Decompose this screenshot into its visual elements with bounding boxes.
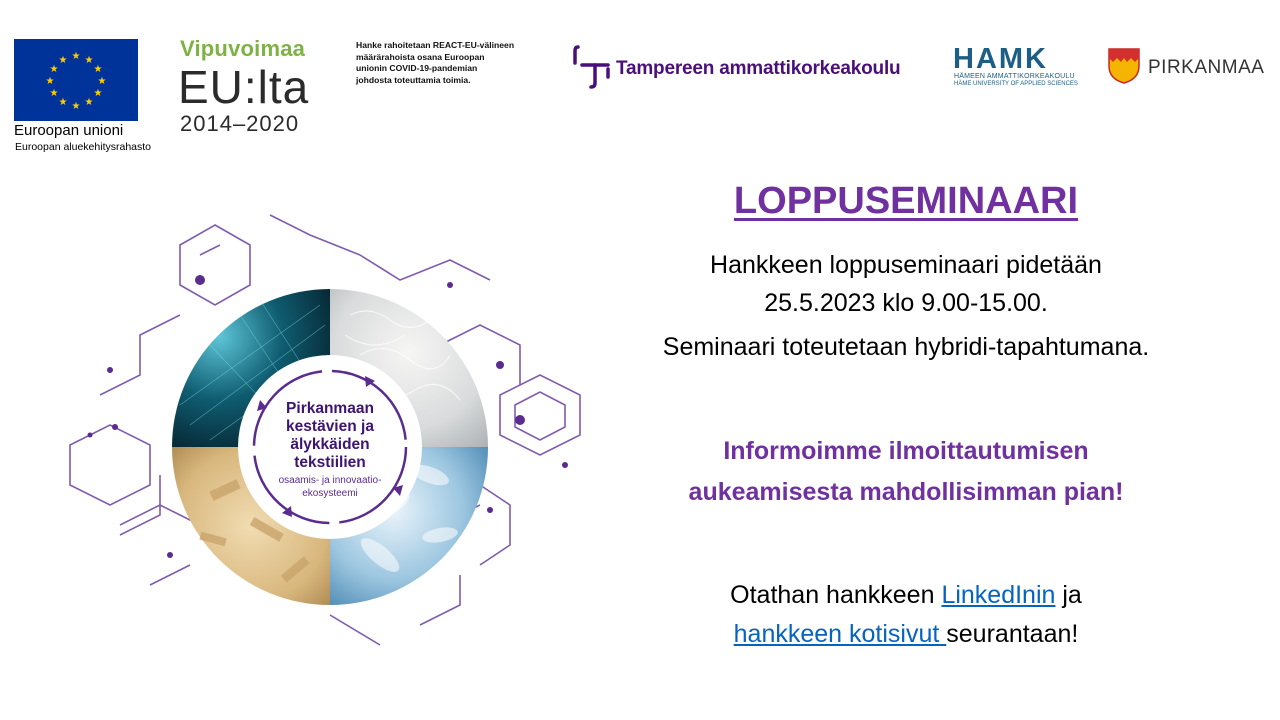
center-title-line: Pirkanmaan bbox=[286, 400, 374, 417]
funding-note-line: johdosta toteuttamia toimia. bbox=[356, 74, 471, 85]
pirkanmaa-logo-name: PIRKANMAA bbox=[1148, 57, 1265, 78]
follow-text: seurantaan! bbox=[946, 620, 1079, 648]
page-title: LOPPUSEMINAARI bbox=[733, 180, 1079, 222]
svg-text:★: ★ bbox=[71, 101, 81, 112]
svg-text:★: ★ bbox=[49, 88, 59, 99]
svg-text:★: ★ bbox=[84, 97, 94, 108]
svg-text:★: ★ bbox=[45, 76, 55, 87]
follow-line-1 bbox=[590, 581, 1222, 610]
svg-text:★: ★ bbox=[58, 55, 68, 66]
svg-text:★: ★ bbox=[93, 64, 103, 75]
funding-note-line: Hanke rahoitetaan REACT-EU-välineen bbox=[356, 40, 515, 50]
funding-note-line: unionin COVID-19-pandemian bbox=[356, 63, 478, 74]
hamk-logo-name: HAMK bbox=[953, 43, 1048, 75]
funding-note bbox=[356, 40, 531, 86]
pirkanmaa-coat-of-arms-icon bbox=[1108, 48, 1140, 84]
hamk-logo-subtitle-en: HÄME UNIVERSITY OF APPLIED SCIENCES bbox=[954, 81, 1078, 87]
vipuvoimaa-logo-eu: EU:lta bbox=[178, 61, 310, 113]
svg-text:★: ★ bbox=[58, 97, 68, 108]
info-line-1: Informoimme ilmoittautumisen bbox=[723, 437, 1089, 465]
svg-text:★: ★ bbox=[93, 88, 103, 99]
vipuvoimaa-logo-title: Vipuvoimaa bbox=[180, 36, 306, 61]
eu-logo-fund: Euroopan aluekehitysrahasto bbox=[15, 141, 152, 153]
seminar-line-1: Hankkeen loppuseminaari pidetään bbox=[710, 251, 1102, 279]
svg-text:★: ★ bbox=[71, 51, 81, 62]
tamk-logo-name: Tampereen ammattikorkeakoulu bbox=[616, 58, 901, 79]
tamk-logo-icon bbox=[572, 41, 612, 89]
center-title-line: tekstiilien bbox=[294, 454, 366, 471]
project-homepage-link[interactable]: hankkeen kotisivut bbox=[733, 620, 947, 648]
seminar-line-3: Seminaari toteutetaan hybridi-tapahtumana. bbox=[662, 333, 1150, 361]
hamk-logo-subtitle: HÄMEEN AMMATTIKORKEAKOULU bbox=[954, 73, 1075, 80]
center-subtitle-line: ekosysteemi bbox=[302, 488, 358, 499]
svg-text:★: ★ bbox=[84, 55, 94, 66]
center-subtitle-line: osaamis- ja innovaatio- bbox=[278, 475, 382, 486]
eu-stars-icon bbox=[14, 39, 138, 121]
seminar-date-line: 25.5.2023 klo 9.00-15.00. bbox=[764, 289, 1048, 317]
follow-text: ja bbox=[1055, 581, 1082, 609]
eu-logo-name: Euroopan unioni bbox=[14, 122, 124, 139]
info-line-2: aukeamisesta mahdollisimman pian! bbox=[688, 478, 1124, 506]
funding-note-line: määrärahoista osana Euroopan bbox=[356, 51, 485, 62]
follow-line-2 bbox=[590, 620, 1222, 649]
svg-text:★: ★ bbox=[97, 76, 107, 87]
center-title-line: kestävien ja bbox=[286, 418, 374, 435]
follow-text: Otathan hankkeen bbox=[730, 581, 942, 609]
svg-text:★: ★ bbox=[49, 64, 59, 75]
center-title-line: älykkäiden bbox=[290, 436, 370, 453]
ecosystem-graphic bbox=[60, 205, 620, 655]
linkedin-link[interactable]: LinkedInin bbox=[941, 581, 1056, 609]
vipuvoimaa-logo-years: 2014–2020 bbox=[180, 111, 300, 136]
eu-flag-icon bbox=[14, 39, 138, 121]
